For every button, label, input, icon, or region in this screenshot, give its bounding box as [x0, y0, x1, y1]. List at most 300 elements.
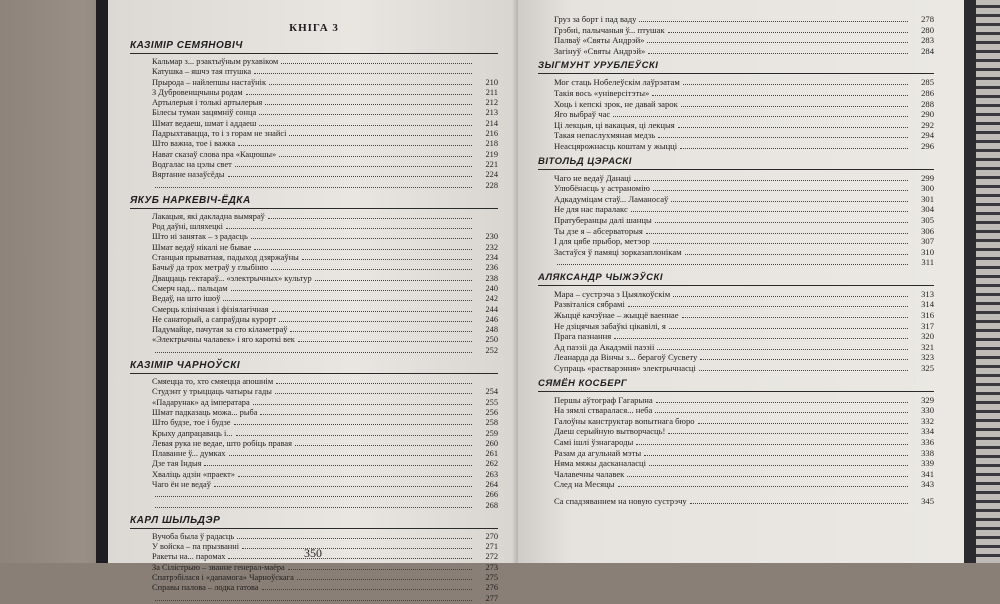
dot-leader: [649, 465, 908, 466]
dot-leader: [557, 264, 908, 265]
entry-title: Жыццё качэўнае – жыццё ваеннае: [554, 310, 679, 321]
toc-entry: [538, 405, 934, 416]
dot-leader: [683, 84, 908, 85]
entry-title: Крыху дапрацаваць і...: [152, 428, 233, 438]
dot-leader: [155, 600, 472, 601]
entry-title: Ты дзе я – абсерваторыя: [554, 225, 643, 236]
toc-entry: [130, 480, 498, 490]
entry-title: У войска – па прызванні: [152, 542, 240, 552]
toc-section: [130, 360, 498, 511]
entry-title: Станцыя прыватная, падыход дзяржаўны: [152, 253, 299, 263]
dot-leader: [668, 32, 908, 33]
dot-leader: [673, 296, 908, 297]
toc-section: [538, 378, 934, 490]
dot-leader: [644, 455, 908, 456]
dot-leader: [653, 190, 908, 191]
entry-title: След на Месяцы: [554, 479, 615, 490]
dot-leader: [698, 423, 908, 424]
toc-entry: [538, 25, 934, 36]
toc-entry: [130, 501, 498, 511]
entry-page: 224: [485, 170, 498, 180]
entry-page: 214: [485, 118, 498, 128]
entry-page: 262: [485, 459, 498, 469]
dot-leader: [155, 187, 472, 188]
toc-entry: [130, 57, 498, 67]
entry-page: 211: [485, 87, 498, 97]
toc-section: [130, 40, 498, 191]
entry-page: 216: [485, 129, 498, 139]
entry-page: 283: [921, 35, 934, 46]
toc-entry: [130, 150, 498, 160]
toc-entry: [538, 395, 934, 406]
toc-entry: [538, 215, 934, 226]
toc-entry: [538, 77, 934, 88]
toc-entry: [538, 46, 934, 57]
dot-leader: [646, 233, 908, 234]
toc-entry: [130, 88, 498, 98]
toc-entry: [130, 212, 498, 222]
entry-page: 316: [921, 310, 934, 321]
entry-title: Білесы туман зацямніў сонца: [152, 108, 257, 118]
entry-page: 268: [485, 500, 498, 510]
toc-entry: [130, 253, 498, 263]
toc-entry: [538, 321, 934, 332]
toc-entry: [130, 315, 498, 325]
dot-leader: [669, 328, 908, 329]
entry-title: Ці лекцыя, ці вакацыя, ці лекцыя: [554, 119, 675, 130]
toc-entry: [538, 310, 934, 321]
entry-title: Смяецца то, хто смяецца апошнім: [152, 377, 274, 387]
entry-title: За Сілістрыю – званне генерал-маёра: [152, 562, 285, 572]
toc-entry: [130, 459, 498, 469]
author-heading: АЛЯКСАНДР ЧЫЖЭЎСКІ: [538, 272, 934, 286]
dot-leader: [279, 321, 472, 322]
entry-page: 343: [921, 479, 934, 490]
toc-entry: [130, 98, 498, 108]
entry-title: Ракеты на... паромах: [152, 552, 226, 562]
dot-leader: [214, 486, 472, 487]
toc-entry: [130, 532, 498, 542]
entry-page: 334: [921, 426, 934, 437]
entry-page: 290: [921, 109, 934, 120]
entry-page: 330: [921, 405, 934, 416]
toc-entry: [130, 78, 498, 88]
entry-title: Кальмар з... рэактыўным рухавіком: [152, 57, 279, 66]
decorative-border-pattern: [976, 0, 1000, 563]
entry-title: Галоўны канструктар вопытнага бюро: [554, 415, 695, 426]
entry-title: Артылерыя і толькі артылерыя: [152, 98, 263, 108]
toc-entry: [538, 363, 934, 374]
dot-leader: [636, 444, 908, 445]
entry-page: 212: [485, 98, 498, 108]
entry-page: 311: [921, 257, 934, 268]
entry-page: 264: [485, 479, 498, 489]
left-toc: [130, 40, 498, 604]
entry-title: Плаванне ў... думках: [152, 449, 226, 459]
toc-entry: [130, 346, 498, 356]
toc-entry: [130, 439, 498, 449]
entry-title: Са спадзяваннем на новую сустрэчу: [554, 495, 687, 506]
entry-title: Бачыў да трох метраў у глыбіню: [152, 263, 268, 273]
toc-entry: [130, 67, 498, 77]
dot-leader: [253, 404, 472, 405]
dot-leader: [289, 135, 472, 136]
entry-page: 339: [921, 458, 934, 469]
entry-title: Няма мяжы дасканаласці: [554, 458, 647, 469]
dot-leader: [238, 476, 472, 477]
toc-entry: [538, 352, 934, 363]
toc-entry: [130, 490, 498, 500]
dot-leader: [668, 433, 908, 434]
dot-leader: [628, 306, 908, 307]
dot-leader: [613, 116, 908, 117]
entry-title: «Падарунак» ад імператара: [152, 397, 250, 407]
dot-leader: [235, 166, 472, 167]
dot-leader: [656, 402, 908, 403]
right-page: [518, 0, 964, 563]
entry-page: 263: [485, 469, 498, 479]
entry-page: 210: [485, 77, 498, 87]
entry-title: Мара – сустрэча з Цыялкоўскім: [554, 288, 671, 299]
toc-entry: [538, 109, 934, 120]
dot-leader: [647, 42, 908, 43]
dot-leader: [155, 496, 472, 497]
dot-leader: [238, 145, 472, 146]
entry-page: 221: [485, 159, 498, 169]
entry-title: «Электрычны чалавек» і яго кароткі век: [152, 335, 295, 345]
toc-entry: [538, 342, 934, 353]
toc-entry: [130, 232, 498, 242]
entry-page: 213: [485, 108, 498, 118]
entry-page: 329: [921, 394, 934, 405]
toc-entry: [130, 398, 498, 408]
entry-page: 320: [921, 331, 934, 342]
entry-page: 278: [921, 14, 934, 24]
dot-leader: [254, 249, 472, 250]
author-heading: ВІТОЛЬД ЦЭРАСКІ: [538, 156, 934, 170]
toc-entry: [130, 170, 498, 180]
entry-page: 338: [921, 447, 934, 458]
dot-leader: [236, 435, 472, 436]
entry-page: 288: [921, 98, 934, 109]
toc-entry: [130, 325, 498, 335]
toc-entry: [130, 305, 498, 315]
page-number: 350: [304, 546, 322, 560]
entry-title: Ведаў, на што ішоў: [152, 294, 221, 304]
entry-page: 219: [485, 149, 498, 159]
entry-title: Палваў «Святы Андрэй»: [554, 35, 645, 46]
entry-title: На зямлі стваралася... неба: [554, 405, 653, 416]
toc-entry: [130, 160, 498, 170]
toc-entry: [538, 289, 934, 300]
dot-leader: [259, 125, 472, 126]
toc-entry: [538, 99, 934, 110]
entry-page: 332: [921, 415, 934, 426]
dot-leader: [290, 331, 472, 332]
right-toc: [538, 14, 934, 490]
dot-leader: [265, 104, 472, 105]
toc-entry: [538, 479, 934, 490]
toc-entry: [130, 284, 498, 294]
entry-page: 284: [921, 45, 934, 56]
entry-title: Мог стаць Нобелеўскім лаўрэатам: [554, 77, 680, 88]
entry-page: 255: [485, 397, 498, 407]
entry-page: 296: [921, 140, 934, 151]
toc-entry: [130, 129, 498, 139]
dot-leader: [260, 414, 472, 415]
dot-leader: [229, 455, 473, 456]
entry-title: Не дзіцячыя забаўкі цікавілі, я: [554, 320, 666, 331]
entry-page: 234: [485, 253, 498, 263]
toc-entry: [538, 226, 934, 237]
author-heading: КАЗІМІР ЧАРНОЎСКІ: [130, 360, 498, 374]
toc-entry-closing: [538, 496, 934, 507]
entry-title: Вучоба была ў радасць: [152, 531, 235, 541]
toc-entry: [538, 183, 934, 194]
entry-page: 273: [485, 562, 498, 572]
entry-page: 218: [485, 139, 498, 149]
entry-title: Не санаторый, а сапраўдны курорт: [152, 314, 277, 324]
dot-leader: [653, 243, 908, 244]
entry-page: 232: [485, 242, 498, 252]
toc-entry: [130, 243, 498, 253]
dot-leader: [655, 222, 908, 223]
toc-entry: [538, 257, 934, 268]
entry-title: Прырода – найлепшы настаўнік: [152, 77, 267, 87]
dot-leader: [237, 538, 472, 539]
entry-title: Леанарда да Вінчы з... берагоў Сусвету: [554, 352, 698, 363]
entry-page: 258: [485, 418, 498, 428]
author-heading: ЯКУБ НАРКЕВІЧ-ЁДКА: [130, 195, 498, 209]
dot-leader: [618, 486, 908, 487]
entry-title: Чаго не ведаў Данаці: [554, 172, 632, 183]
dot-leader: [262, 589, 472, 590]
entry-page: 325: [921, 363, 934, 374]
dot-leader: [297, 579, 472, 580]
toc-entry: [130, 563, 498, 573]
entry-title: Груз за борт і пад ваду: [554, 14, 637, 24]
dot-leader: [652, 95, 908, 96]
entry-page: 277: [485, 593, 498, 603]
entry-page: 301: [921, 193, 934, 204]
entry-title: Дзе тая Індыя: [152, 459, 202, 469]
entry-title: Даеш серыйную вытворчасць!: [554, 426, 666, 437]
entry-page: 323: [921, 352, 934, 363]
entry-title: Што важна, тое і важка: [152, 139, 236, 149]
entry-title: Дваццаць гектараў... «электрычных» культур: [152, 273, 312, 283]
entry-title: Смерч над... пальцам: [152, 283, 228, 293]
toc-entry: [538, 448, 934, 459]
entry-page: 275: [485, 573, 498, 583]
toc-entry: [130, 181, 498, 191]
dot-leader: [302, 259, 472, 260]
toc-entry: [538, 173, 934, 184]
dot-leader: [298, 341, 472, 342]
toc-entry: [130, 335, 498, 345]
dot-leader: [678, 127, 908, 128]
entry-title: Такая непаслухмяная медзь: [554, 130, 656, 141]
dot-leader: [658, 137, 908, 138]
entry-title: Застаўся ў памяці зорказаплонікам: [554, 246, 682, 257]
toc-entry: [130, 573, 498, 583]
toc-section: [538, 272, 934, 374]
entry-title: Разам да агульнай мэты: [554, 447, 642, 458]
entry-title: Шмат падказаць можа... рыба: [152, 407, 258, 417]
entry-title: Улюбёнасць у астраномію: [554, 183, 650, 194]
dot-leader: [228, 176, 472, 177]
entry-page: 307: [921, 236, 934, 247]
entry-page: 285: [921, 77, 934, 88]
toc-entry: [130, 274, 498, 284]
toc-entry: [130, 294, 498, 304]
entry-title: Катушка – яшчэ тая птушка: [152, 67, 252, 77]
dot-leader: [276, 383, 472, 384]
dot-leader: [275, 393, 472, 394]
entry-page: 341: [921, 468, 934, 479]
entry-page: 304: [921, 204, 934, 215]
author-heading: СЯМЁН КОСБЕРГ: [538, 378, 934, 392]
entry-page: 272: [485, 552, 498, 562]
entry-title: Смерць клінічная і фізіялагічная: [152, 304, 269, 314]
toc-entry: [130, 429, 498, 439]
entry-title: Што ні занятак – з радасць: [152, 232, 248, 242]
dot-leader: [631, 211, 908, 212]
dot-leader: [231, 290, 473, 291]
toc-entry: [130, 119, 498, 129]
dot-leader: [680, 148, 908, 149]
dot-leader: [681, 106, 908, 107]
dot-leader: [690, 503, 908, 504]
toc-entry: [538, 416, 934, 427]
book-heading: КНІГА 3: [289, 22, 339, 34]
dot-leader: [234, 424, 472, 425]
dot-leader: [700, 359, 908, 360]
entry-title: Развіталіся сябрамі: [554, 299, 625, 310]
left-page: [108, 0, 518, 603]
toc-entry: [130, 418, 498, 428]
dot-leader: [155, 507, 472, 508]
dot-leader: [271, 269, 472, 270]
toc-entry: [130, 263, 498, 273]
toc-entry: [130, 139, 498, 149]
entry-page: 286: [921, 87, 934, 98]
entry-page: 240: [485, 283, 498, 293]
dot-leader: [682, 317, 908, 318]
entry-page: 336: [921, 437, 934, 447]
entry-page: 321: [921, 341, 934, 352]
entry-page: 242: [485, 294, 498, 304]
entry-page: 236: [485, 263, 498, 273]
toc-section: [538, 60, 934, 151]
toc-entry: [538, 236, 934, 247]
dot-leader: [226, 228, 472, 229]
entry-page: 250: [485, 335, 498, 345]
dot-leader: [288, 569, 472, 570]
entry-page: 256: [485, 407, 498, 417]
toc-section: [538, 14, 934, 56]
entry-title: Вяртанне назаўсёды: [152, 170, 225, 180]
toc-section: [130, 195, 498, 356]
author-heading: КАЗІМІР СЕМЯНОВІЧ: [130, 40, 498, 54]
entry-page: 230: [485, 232, 498, 242]
entry-title: Не для нас паралакс: [554, 204, 628, 215]
toc-entry: [538, 120, 934, 131]
entry-page: 266: [485, 490, 498, 500]
dot-leader: [639, 21, 908, 22]
entry-title: Ад паэзіі да Акадэміі паэзіі: [554, 341, 655, 352]
entry-page: 314: [921, 299, 934, 310]
toc-entry: [538, 194, 934, 205]
entry-title: Першы аўтограф Гагарына: [554, 394, 653, 405]
toc-entry: [130, 108, 498, 118]
toc-entry: [130, 449, 498, 459]
entry-title: Неасцярожнасць коштам у жыцці: [554, 140, 678, 151]
entry-page: 260: [485, 438, 498, 448]
dot-leader: [685, 254, 908, 255]
entry-title: Чаго ён не ведаў: [152, 479, 211, 489]
entry-page: 294: [921, 130, 934, 141]
entry-page: 292: [921, 119, 934, 130]
entry-page: 310: [921, 246, 934, 257]
toc-entry: [538, 437, 934, 448]
entry-page: 270: [485, 531, 498, 541]
toc-entry: [538, 35, 934, 46]
entry-title: Шмат ведаў нікалі не бывае: [152, 242, 252, 252]
entry-page: 276: [485, 583, 498, 593]
entry-page: 228: [485, 180, 498, 190]
dot-leader: [272, 311, 472, 312]
dot-leader: [281, 63, 472, 64]
toc-entry: [130, 377, 498, 387]
entry-title: Спатрэбілася і «дапамога» Чарноўскага: [152, 573, 294, 583]
entry-title: Падумайце, пачутая за сто кіламетраў: [152, 325, 288, 335]
dot-leader: [295, 445, 472, 446]
entry-page: 271: [485, 542, 498, 552]
entry-title: Род даўні, шляхецкі: [152, 222, 223, 232]
toc-entry: [538, 88, 934, 99]
entry-page: 305: [921, 214, 934, 225]
dot-leader: [279, 156, 472, 157]
dot-leader: [634, 180, 908, 181]
dot-leader: [223, 300, 472, 301]
dot-leader: [648, 53, 908, 54]
entry-title: Падрыхтавацца, то і з горам не знайсі: [152, 129, 287, 139]
dot-leader: [315, 280, 472, 281]
entry-title: Студэнт у трыццаць чатыры гады: [152, 387, 272, 397]
toc-entry: [538, 426, 934, 437]
entry-page: 261: [485, 449, 498, 459]
entry-title: Хваліць адзін «праект»: [152, 469, 235, 479]
dot-leader: [259, 114, 472, 115]
dot-leader: [269, 84, 472, 85]
toc-entry: [538, 458, 934, 469]
entry-title: Водгалас на цэлы свет: [152, 159, 232, 169]
toc-entry: [130, 470, 498, 480]
entry-title: Грэбні, палычаныя ў... птушак: [554, 24, 665, 35]
entry-title: Адкадуміцам стаў... Ламаносаў: [554, 193, 669, 204]
entry-title: Што будзе, тое і будзе: [152, 418, 231, 428]
author-heading: КАРЛ ШЫЛЬДЭР: [130, 515, 498, 529]
toc-entry: [130, 387, 498, 397]
dot-leader: [614, 338, 908, 339]
entry-title: Супраць «растварэння» электрычнасці: [554, 363, 696, 374]
entry-title: Нават сказаў слова пра «Кацюшы»: [152, 149, 277, 159]
entry-title: Хоць і кепскі зрок, не давай зарок: [554, 98, 678, 109]
entry-title: Яго выбраў час: [554, 109, 611, 120]
dot-leader: [268, 218, 472, 219]
entry-page: 248: [485, 325, 498, 335]
entry-title: Прага пазнання: [554, 331, 612, 342]
